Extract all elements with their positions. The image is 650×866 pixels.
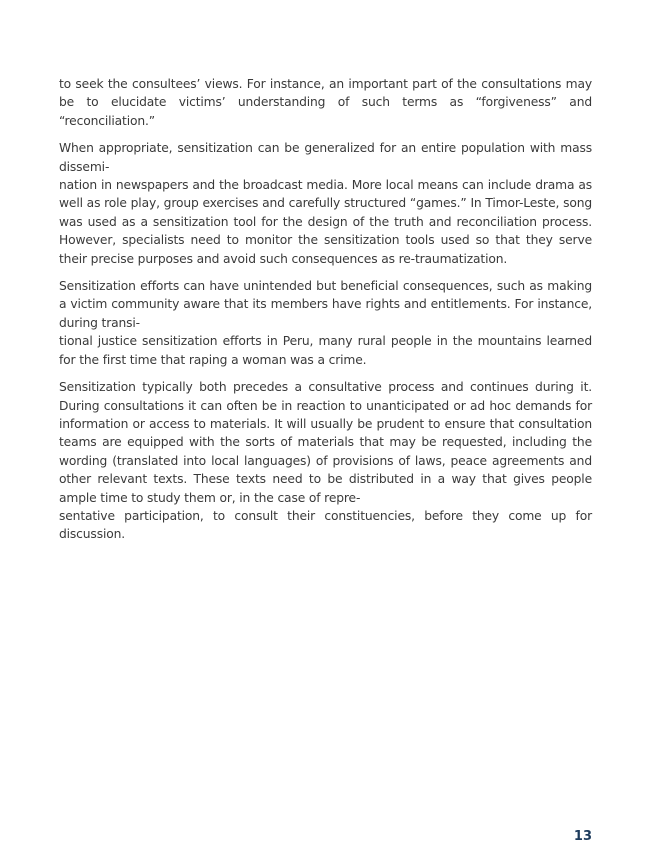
paragraph-3: Sensitization efforts can have unintended but beneficial consequences, such as making a victim community aware that its members have rights and entitlements. For instance, during transi- tional justice sensitization efforts in Peru, many rural people in the mountains learned for the first time that raping a woman was a crime.: [59, 279, 592, 367]
paragraph-4: Sensitization typically both precedes a consultative process and continues during it. During consultations it can often be in reaction to unanticipated or ad hoc demands for information or access to materials. It will usually be prudent to ensure that consultation teams are equipped with the sorts of materials that may be requested, including the wording (translated into local languages) of provisions of laws, peace agreements and other relevant texts. These texts need to be distributed in a way that gives people ample time to study them or, in the case of repre- sentative participation, to consult their constituencies, before they come up for discussion.: [59, 380, 592, 542]
paragraph-2: When appropriate, sensitization can be generalized for an entire population with mass dissemi- nation in newspapers and the broadcast media. More local means can include drama as well as role play, group exercises and carefully structured “games.” In Timor-Leste, song was used as a sensitization tool for the design of the truth and reconciliation process. However, specialists need to monitor the sensitization tools used so that they serve their precise purposes and avoid such consequences as re-traumatization.: [59, 141, 592, 266]
page-number: 13: [573, 829, 592, 844]
body-text: [59, 75, 592, 553]
paragraph-1: to seek the consultees’ views. For instance, an important part of the consultations may be to elucidate victims’ understanding of such terms as “forgiveness” and “reconciliation.”: [59, 77, 592, 128]
